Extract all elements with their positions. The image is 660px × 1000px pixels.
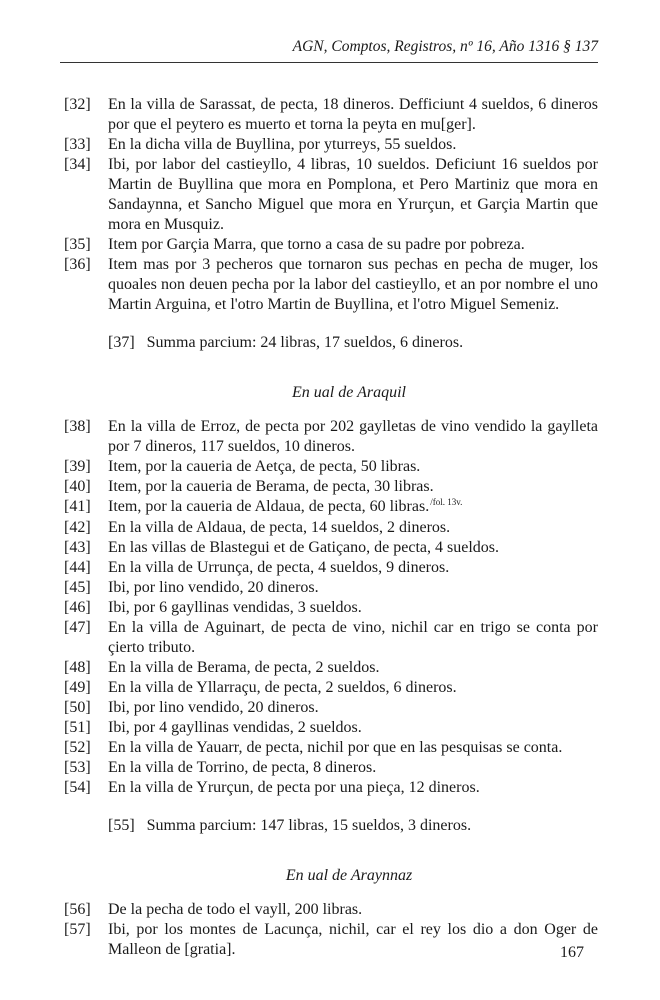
entry: [64, 678, 598, 698]
entry-text: [108, 698, 598, 718]
entry-text-body: En la villa de Berama, de pecta, 2 sueldos.: [108, 659, 380, 676]
entry-text-body: Item, por la caueria de Aetça, de pecta, 50 libras.: [108, 458, 421, 475]
entry-text-body: En la villa de Urrunça, de pecta, 4 sueldos, 9 dineros.: [108, 559, 450, 576]
entry-text-body: Item mas por 3 pecheros que tornaron sus pechas en pecha de muger, los quoales non deuen pecha por la labor del castieyllo, et an por nombre el uno Martin Arguina, et l'otro Martin de Buyllina, et l'otro Miguel Semeniz.: [108, 256, 598, 313]
entry: [64, 920, 598, 960]
entry-text: [108, 920, 598, 960]
entry-text-body: En la villa de Yauarr, de pecta, nichil por que en las pesquisas se conta.: [108, 739, 563, 756]
entry-number: [56]: [64, 901, 91, 918]
entry-number: [32]: [64, 96, 91, 113]
entry-text-body: Item, por la caueria de Aldaua, de pecta, 60 libras.: [108, 498, 430, 515]
entry-text: [108, 538, 598, 558]
summa-parcium-55: [64, 816, 598, 836]
entry-number: [40]: [64, 478, 91, 495]
entry-text: [108, 255, 598, 315]
running-head: AGN, Comptos, Registros, nº 16, Año 1316 § 137: [292, 38, 598, 55]
entry-text-body: En la villa de Yllarraçu, de pecta, 2 sueldos, 6 dineros.: [108, 679, 457, 696]
section-heading-araquil: En ual de Araquil: [292, 384, 406, 401]
entry-text: [108, 135, 598, 155]
entry-text-body: En las villas de Blastegui et de Gatiçano, de pecta, 4 sueldos.: [108, 539, 499, 556]
entry: [64, 578, 598, 598]
section-heading-araynnaz: En ual de Araynnaz: [285, 867, 413, 884]
entry: [64, 518, 598, 538]
entry-text: [108, 900, 598, 920]
summa-text: Summa parcium: 147 libras, 15 sueldos, 3 dineros.: [146, 817, 472, 834]
entry: [64, 598, 598, 618]
page-number: 167: [560, 944, 584, 961]
entry-text: [108, 235, 598, 255]
entry-number: [41]: [64, 498, 91, 515]
entry-number: [47]: [64, 619, 91, 636]
entries-group-c: [64, 900, 598, 960]
entry-text: [108, 758, 598, 778]
entry-text-body: En la villa de Aguinart, de pecta de vino, nichil car en trigo se conta por çierto tributo.: [108, 619, 598, 656]
entry-number: [48]: [64, 659, 91, 676]
entry-text-body: Ibi, por lino vendido, 20 dineros.: [108, 579, 319, 596]
entry: [64, 477, 598, 497]
entry-text: [108, 518, 598, 538]
entry: [64, 618, 598, 658]
entry: [64, 698, 598, 718]
summa-number: [37]: [108, 334, 135, 351]
entry-text-body: Ibi, por lino vendido, 20 dineros.: [108, 699, 319, 716]
entry-number: [36]: [64, 256, 91, 273]
entry-text-body: En la villa de Yrurçun, de pecta por una pieça, 12 dineros.: [108, 779, 480, 796]
entry-text-body: Ibi, por 4 gayllinas vendidas, 2 sueldos.: [108, 719, 362, 736]
summa-text: Summa parcium: 24 libras, 17 sueldos, 6 dineros.: [146, 334, 464, 351]
entry-text: [108, 778, 598, 798]
entry: [64, 235, 598, 255]
entry: [64, 778, 598, 798]
entry-number: [43]: [64, 539, 91, 556]
entry-number: [35]: [64, 236, 91, 253]
entry: [64, 738, 598, 758]
entry-number: [44]: [64, 559, 91, 576]
entry: [64, 95, 598, 135]
entry-number: [39]: [64, 458, 91, 475]
entry: [64, 155, 598, 235]
entry-number: [46]: [64, 599, 91, 616]
entry: [64, 538, 598, 558]
entry-text: [108, 678, 598, 698]
entry-text: [108, 578, 598, 598]
entry: [64, 457, 598, 477]
text-block: [64, 95, 598, 960]
summa-number: [55]: [108, 817, 135, 834]
entry: [64, 558, 598, 578]
entry-text: [108, 95, 598, 135]
entry-text-body: Ibi, por los montes de Lacunça, nichil, car el rey los dio a don Oger de Malleon de [gratia].: [108, 921, 598, 958]
entry-text-body: Ibi, por 6 gayllinas vendidas, 3 sueldos.: [108, 599, 362, 616]
entry-number: [42]: [64, 519, 91, 536]
entry-text: [108, 417, 598, 457]
entries-group-a: [64, 95, 598, 315]
entry-text: [108, 497, 598, 518]
entry-text-body: En la villa de Torrino, de pecta, 8 dineros.: [108, 759, 377, 776]
entry-number: [49]: [64, 679, 91, 696]
folio-marker: /fol. 13v.: [430, 497, 463, 507]
entry-text: [108, 457, 598, 477]
entry-text: [108, 155, 598, 235]
entry-text: [108, 558, 598, 578]
entry-text-body: En la dicha villa de Buyllina, por yturreys, 55 sueldos.: [108, 136, 457, 153]
entry-text: [108, 477, 598, 497]
entry-text-body: Item por Garçia Marra, que torno a casa de su padre por pobreza.: [108, 236, 525, 253]
entry-number: [52]: [64, 739, 91, 756]
entry-number: [33]: [64, 136, 91, 153]
entry: [64, 497, 598, 518]
summa-parcium-37: [64, 333, 598, 353]
entry: [64, 135, 598, 155]
entry: [64, 758, 598, 778]
entry-number: [57]: [64, 921, 91, 938]
entry-number: [51]: [64, 719, 91, 736]
entry-number: [45]: [64, 579, 91, 596]
entry-text: [108, 738, 598, 758]
header-rule: [60, 62, 598, 63]
entry-text-body: En la villa de Aldaua, de pecta, 14 sueldos, 2 dineros.: [108, 519, 451, 536]
entry: [64, 900, 598, 920]
entry-text: [108, 718, 598, 738]
entry-number: [54]: [64, 779, 91, 796]
entry: [64, 718, 598, 738]
entry: [64, 658, 598, 678]
entry-text: [108, 658, 598, 678]
entry-text-body: En la villa de Erroz, de pecta por 202 gaylletas de vino vendido la gaylleta por 7 dineros, 117 sueldos, 10 dineros.: [108, 418, 598, 455]
entry: [64, 417, 598, 457]
entry-number: [53]: [64, 759, 91, 776]
entry-text: [108, 598, 598, 618]
entry-number: [38]: [64, 418, 91, 435]
entry-number: [34]: [64, 156, 91, 173]
entry-text-body: De la pecha de todo el vayll, 200 libras.: [108, 901, 363, 918]
entry: [64, 255, 598, 315]
entry-text-body: En la villa de Sarassat, de pecta, 18 dineros. Defficiunt 4 sueldos, 6 dineros por que el peytero es muerto et torna la peyta en mu[ger].: [108, 96, 598, 133]
entries-group-b: [64, 417, 598, 798]
entry-text: [108, 618, 598, 658]
entry-text-body: Item, por la caueria de Berama, de pecta, 30 libras.: [108, 478, 434, 495]
entry-number: [50]: [64, 699, 91, 716]
entry-text-body: Ibi, por labor del castieyllo, 4 libras, 10 sueldos. Deficiunt 16 sueldos por Martin de Buyllina que mora en Pomplona, et Pero Martiniz que mora en Sandaynna, et Sancho Miguel que mora en Yrurçun, et Garçia Martin que mora en Musquiz.: [108, 156, 598, 233]
